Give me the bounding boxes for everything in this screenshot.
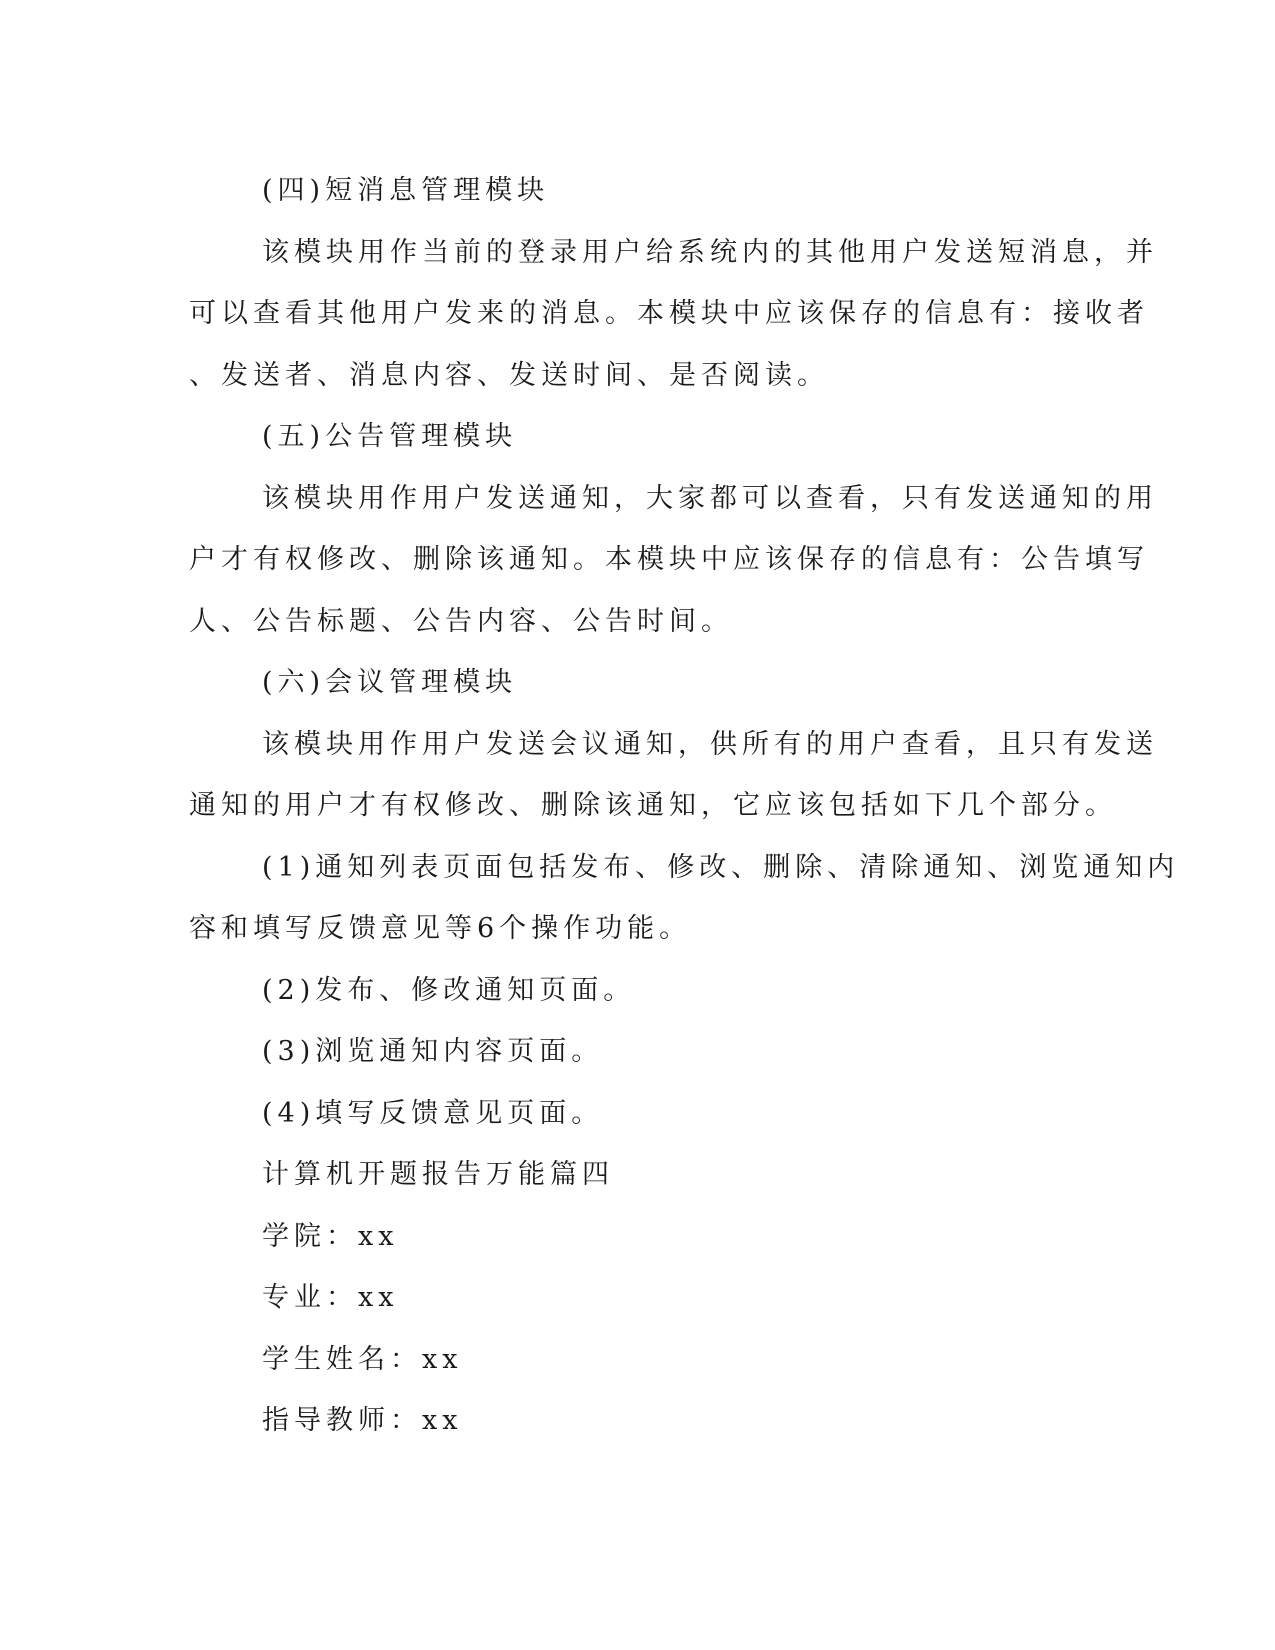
- section-heading-announcement: (五)公告管理模块: [262, 421, 518, 452]
- section-heading-meeting: (六)会议管理模块: [262, 667, 518, 698]
- document-body: [189, 160, 1180, 1452]
- paragraph-line: 该模块用作用户发送通知，大家都可以查看，只有发送通知的用: [262, 482, 1158, 514]
- info-field-major: 专业：xx: [262, 1282, 399, 1313]
- paragraph-line: 户才有权修改、删除该通知。本模块中应该保存的信息有：公告填写: [189, 544, 1149, 575]
- list-item: (4)填写反馈意见页面。: [262, 1097, 604, 1129]
- list-item-continuation: 容和填写反馈意见等6个操作功能。: [189, 913, 692, 944]
- paragraph-line: 该模块用作当前的登录用户给系统内的其他用户发送短消息，并: [262, 236, 1158, 268]
- paragraph-line: 该模块用作用户发送会议通知，供所有的用户查看，且只有发送: [262, 728, 1158, 760]
- paragraph-line: 通知的用户才有权修改、删除该通知，它应该包括如下几个部分。: [189, 790, 1117, 821]
- info-field-advisor: 指导教师：xx: [262, 1405, 463, 1436]
- info-field-college: 学院：xx: [262, 1220, 399, 1252]
- paragraph-line: 、发送者、消息内容、发送时间、是否阅读。: [189, 359, 829, 391]
- paragraph-line: 人、公告标题、公告内容、公告时间。: [189, 605, 733, 637]
- info-field-student-name: 学生姓名：xx: [262, 1343, 463, 1375]
- list-item: (3)浏览通知内容页面。: [262, 1036, 604, 1067]
- list-item: (2)发布、修改通知页面。: [262, 974, 636, 1006]
- list-item: (1)通知列表页面包括发布、修改、删除、清除通知、浏览通知内: [262, 851, 1180, 883]
- paragraph-line: 可以查看其他用户发来的消息。本模块中应该保存的信息有：接收者: [189, 298, 1149, 329]
- section-heading-short-message: (四)短消息管理模块: [262, 175, 550, 206]
- report-title: 计算机开题报告万能篇四: [262, 1159, 614, 1190]
